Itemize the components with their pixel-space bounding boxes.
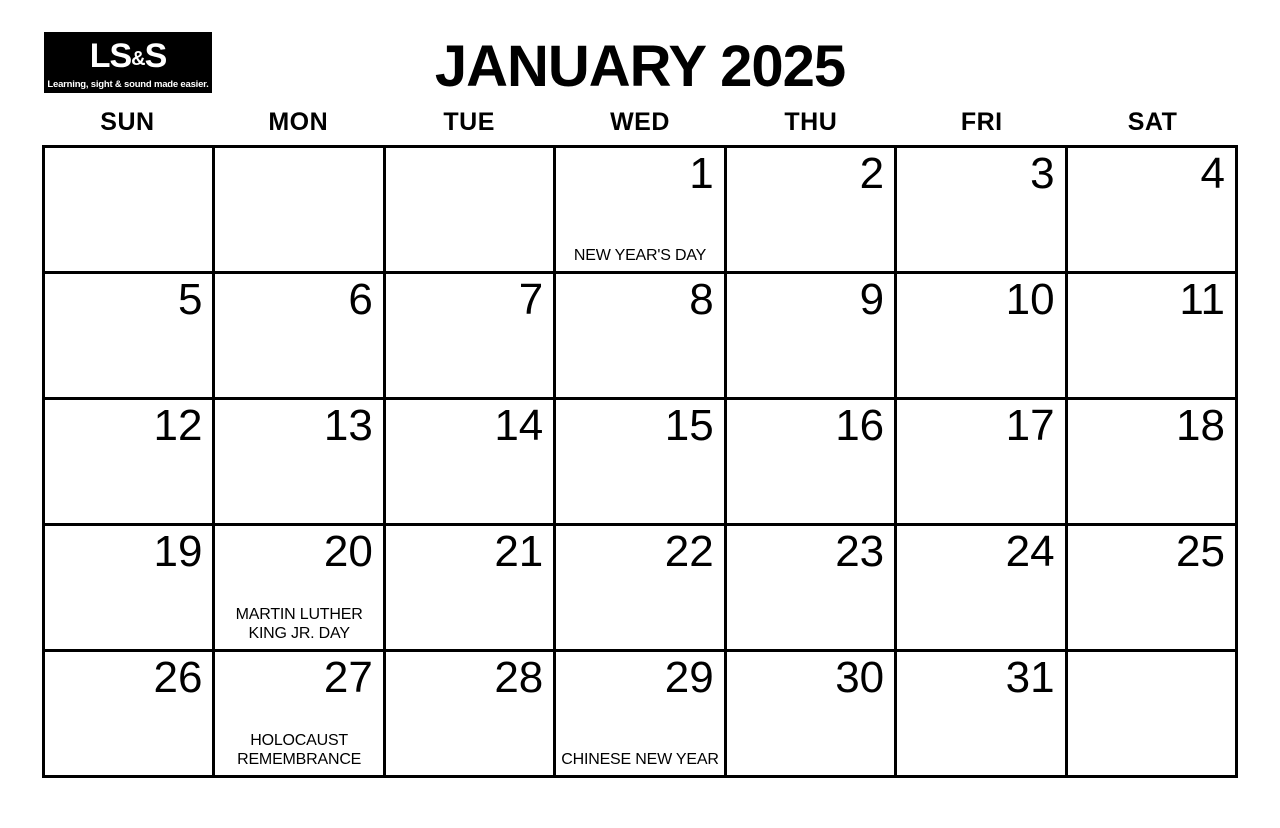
day-number: 15 xyxy=(664,401,714,450)
day-cell[interactable] xyxy=(1068,526,1238,652)
day-cell[interactable] xyxy=(386,526,556,652)
day-number: 8 xyxy=(689,275,714,324)
day-cell[interactable] xyxy=(556,526,726,652)
day-number: 20 xyxy=(323,527,373,576)
day-cell[interactable] xyxy=(1068,274,1238,400)
day-number: 25 xyxy=(1176,527,1225,576)
calendar-week-row xyxy=(45,652,1238,778)
brand-tagline: Learning, sight & sound made easier. xyxy=(44,78,212,93)
day-number: 23 xyxy=(835,527,885,576)
day-number: 12 xyxy=(153,401,203,450)
calendar-header xyxy=(0,0,1280,108)
day-number: 29 xyxy=(664,653,714,702)
day-number: 22 xyxy=(664,527,714,576)
weekday-thu: THU xyxy=(784,108,838,136)
calendar-week-row xyxy=(45,274,1238,400)
day-cell[interactable] xyxy=(727,526,897,652)
day-number: 10 xyxy=(1005,275,1055,324)
page-title: JANUARY 2025 xyxy=(434,34,846,99)
day-cell[interactable] xyxy=(215,148,385,274)
day-cell[interactable] xyxy=(727,652,897,778)
day-number: 19 xyxy=(153,527,203,576)
day-number: 28 xyxy=(494,653,544,702)
day-event: HOLOCAUST REMEMBRANCE xyxy=(237,732,362,768)
calendar-grid xyxy=(42,145,1238,778)
day-event: NEW YEAR'S DAY xyxy=(573,247,707,264)
day-cell[interactable] xyxy=(727,400,897,526)
day-cell[interactable] xyxy=(386,400,556,526)
day-number: 13 xyxy=(323,401,373,450)
day-number: 30 xyxy=(835,653,885,702)
day-cell[interactable] xyxy=(1068,400,1238,526)
day-cell[interactable] xyxy=(556,148,726,274)
day-cell[interactable] xyxy=(215,652,385,778)
weekday-sat: SAT xyxy=(1127,108,1178,136)
day-number: 2 xyxy=(859,149,885,198)
day-cell[interactable] xyxy=(1068,652,1238,778)
day-cell[interactable] xyxy=(727,274,897,400)
day-number: 16 xyxy=(835,401,885,450)
day-cell[interactable] xyxy=(897,274,1067,400)
day-cell[interactable] xyxy=(215,526,385,652)
calendar-week-row xyxy=(45,148,1238,274)
day-event: MARTIN LUTHER KING JR. DAY xyxy=(235,606,363,642)
day-cell[interactable] xyxy=(45,652,215,778)
day-cell[interactable] xyxy=(215,274,385,400)
day-number: 4 xyxy=(1200,149,1225,198)
day-cell[interactable] xyxy=(45,274,215,400)
day-number: 31 xyxy=(1005,653,1055,702)
day-cell[interactable] xyxy=(1068,148,1238,274)
day-cell[interactable] xyxy=(897,148,1067,274)
day-cell[interactable] xyxy=(386,148,556,274)
day-number: 17 xyxy=(1005,401,1055,450)
day-cell[interactable] xyxy=(897,652,1067,778)
day-cell[interactable] xyxy=(727,148,897,274)
calendar-week-row xyxy=(45,400,1238,526)
day-cell[interactable] xyxy=(215,400,385,526)
day-cell[interactable] xyxy=(386,652,556,778)
day-cell[interactable] xyxy=(556,274,726,400)
calendar-week-row xyxy=(45,526,1238,652)
day-number: 3 xyxy=(1030,149,1055,198)
day-cell[interactable] xyxy=(45,400,215,526)
day-cell[interactable] xyxy=(45,148,215,274)
day-cell[interactable] xyxy=(556,400,726,526)
day-number: 24 xyxy=(1005,527,1055,576)
weekday-fri: FRI xyxy=(960,108,1003,136)
day-number: 14 xyxy=(494,401,544,450)
day-cell[interactable] xyxy=(897,526,1067,652)
day-number: 27 xyxy=(323,653,373,702)
brand-logo-text: LS&S xyxy=(89,37,167,75)
weekday-mon: MON xyxy=(268,108,329,136)
weekday-header-row xyxy=(42,108,1238,145)
day-number: 7 xyxy=(518,275,544,324)
day-cell[interactable] xyxy=(45,526,215,652)
day-number: 21 xyxy=(494,527,544,576)
weekday-sun: SUN xyxy=(100,108,155,136)
day-number: 6 xyxy=(348,275,373,324)
day-number: 1 xyxy=(689,149,714,198)
day-cell[interactable] xyxy=(897,400,1067,526)
day-cell[interactable] xyxy=(556,652,726,778)
day-number: 5 xyxy=(177,275,203,324)
weekday-tue: TUE xyxy=(443,108,495,136)
day-number: 11 xyxy=(1179,275,1225,324)
day-event: CHINESE NEW YEAR xyxy=(561,751,719,768)
day-number: 9 xyxy=(859,275,885,324)
day-cell[interactable] xyxy=(386,274,556,400)
weekday-wed: WED xyxy=(610,108,670,136)
day-number: 26 xyxy=(153,653,203,702)
day-number: 18 xyxy=(1176,401,1225,450)
